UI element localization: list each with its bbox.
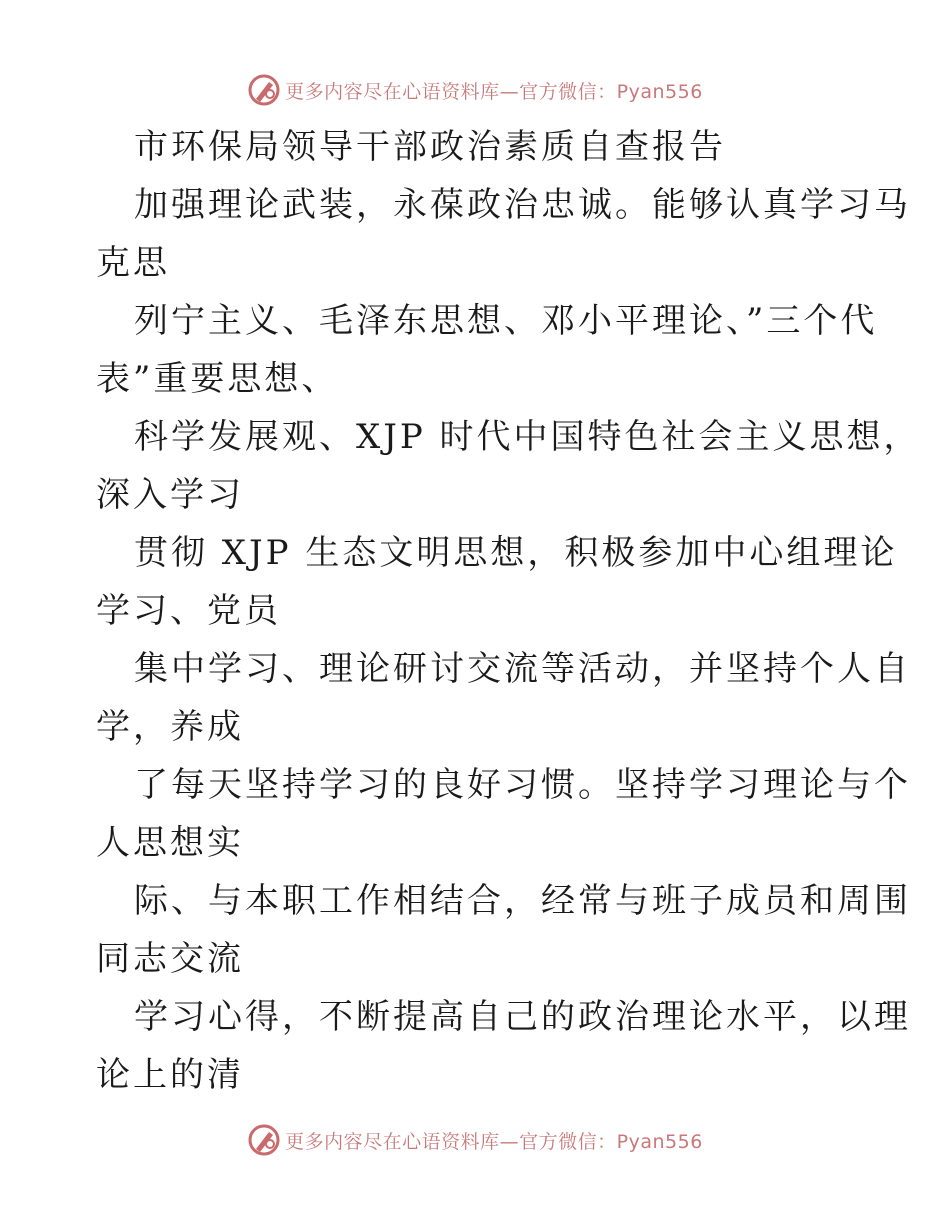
document-line: 表”重要思想、 xyxy=(96,359,339,399)
header-banner xyxy=(0,70,950,110)
document-line: 了每天坚持学习的良好习惯。坚持学习理论与个 xyxy=(134,765,911,805)
document-body xyxy=(96,118,921,1104)
footer-banner xyxy=(0,1120,950,1160)
document-line: 论上的清 xyxy=(96,1055,244,1095)
header-banner-text: 更多内容尽在心语资料库—官方微信：Pyan556 xyxy=(285,80,703,103)
document-line: 列宁主义、毛泽东思想、邓小平理论、”三个代 xyxy=(134,301,878,341)
document-line: 同志交流 xyxy=(96,939,244,979)
document-line: 人思想实 xyxy=(96,823,244,863)
footer-banner-text: 更多内容尽在心语资料库—官方微信：Pyan556 xyxy=(285,1130,703,1153)
pen-logo-icon xyxy=(247,1123,281,1157)
pen-logo-icon xyxy=(247,73,281,107)
document-line: 学，养成 xyxy=(96,707,244,747)
document-line: 科学发展观、XJP 时代中国特色社会主义思想， xyxy=(134,417,921,457)
document-line: 学习、党员 xyxy=(96,591,281,631)
document-line: 际、与本职工作相结合，经常与班子成员和周围 xyxy=(134,881,911,921)
document-line: 克思 xyxy=(96,243,170,283)
document-line: 贯彻 XJP 生态文明思想，积极参加中心组理论 xyxy=(134,533,898,573)
document-line: 加强理论武装，永葆政治忠诚。能够认真学习马 xyxy=(134,185,911,225)
document-line: 学习心得，不断提高自己的政治理论水平，以理 xyxy=(134,997,911,1037)
document-line: 深入学习 xyxy=(96,475,244,515)
document-line: 市环保局领导干部政治素质自查报告 xyxy=(134,127,726,167)
document-line: 集中学习、理论研讨交流等活动，并坚持个人自 xyxy=(134,649,911,689)
